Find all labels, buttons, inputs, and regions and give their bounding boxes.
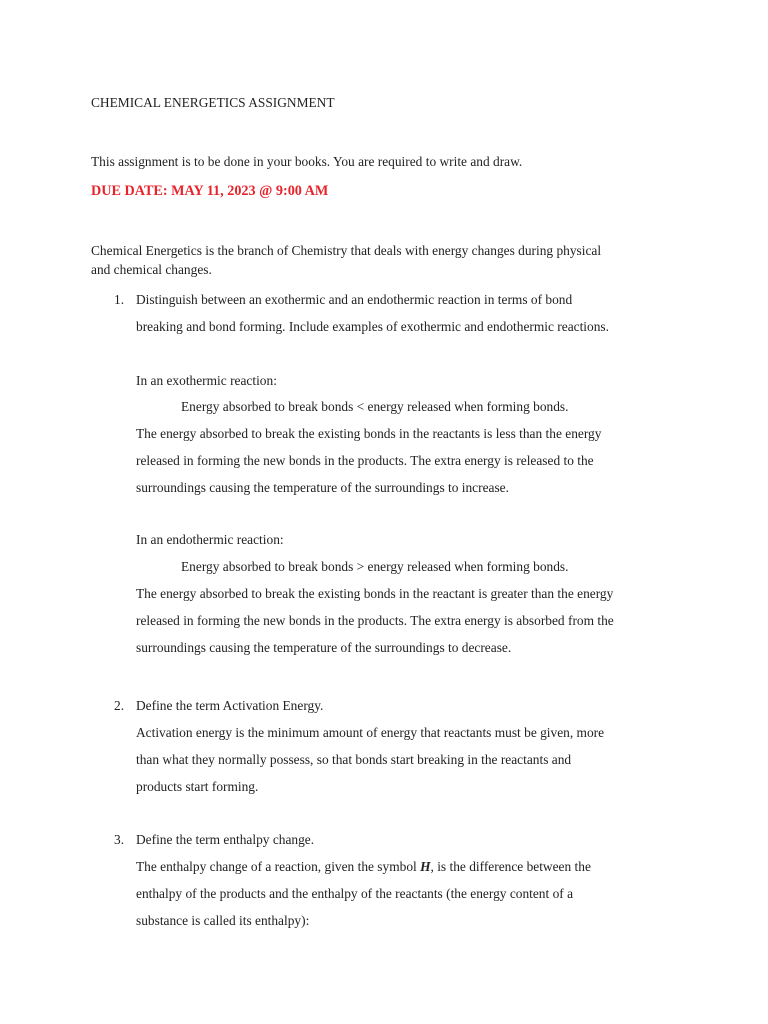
question-3-answer-line-3: substance is called its enthalpy): [136,913,310,928]
question-3-answer-line-1-end: , is the difference between the [430,859,591,874]
endothermic-explanation-line-3: surroundings causing the temperature of the surroundings to decrease. [136,640,512,655]
intro-line-1: Chemical Energetics is the branch of Chemistry that deals with energy changes during physical [91,243,602,258]
question-1-line-2: breaking and bond forming. Include examples of exothermic and endothermic reactions. [136,319,609,334]
due-date: DUE DATE: MAY 11, 2023 @ 9:00 AM [91,183,329,199]
question-3-number: 3. [114,832,125,847]
question-3-answer-line-1-start: The enthalpy change of a reaction, given the symbol [136,859,421,874]
question-2-text: Define the term Activation Energy. [136,698,324,713]
question-2-number: 2. [114,698,125,713]
exothermic-explanation-line-1: The energy absorbed to break the existing bonds in the reactants is less than the energy [136,426,602,441]
question-3-text: Define the term enthalpy change. [136,832,315,847]
endothermic-heading: In an endothermic reaction: [136,532,284,547]
question-3-answer-line-2: enthalpy of the products and the enthalpy of the reactants (the energy content of a [136,886,574,901]
instructions-text: This assignment is to be done in your books. You are required to write and draw. [91,154,523,169]
question-1-number: 1. [114,292,125,307]
question-2-answer-line-3: products start forming. [136,779,259,794]
document-title: CHEMICAL ENERGETICS ASSIGNMENT [91,95,335,110]
exothermic-rule: Energy absorbed to break bonds < energy released when forming bonds. [181,399,569,414]
question-2-answer-line-1: Activation energy is the minimum amount of energy that reactants must be given, more [136,725,605,740]
exothermic-heading: In an exothermic reaction: [136,373,277,388]
endothermic-explanation-line-1: The energy absorbed to break the existing bonds in the reactant is greater than the energy [136,586,614,601]
question-2-answer-line-2: than what they normally possess, so that bonds start breaking in the reactants and [136,752,572,767]
exothermic-explanation-line-3: surroundings causing the temperature of the surroundings to increase. [136,480,509,495]
endothermic-explanation-line-2: released in forming the new bonds in the products. The extra energy is absorbed from the [136,613,614,628]
exothermic-explanation-line-2: released in forming the new bonds in the products. The extra energy is released to the [136,453,594,468]
question-3-answer-line-1 [136,860,591,873]
endothermic-rule: Energy absorbed to break bonds > energy released when forming bonds. [181,559,569,574]
question-1-line-1: Distinguish between an exothermic and an endothermic reaction in terms of bond [136,292,573,307]
enthalpy-symbol: H [420,859,431,874]
intro-line-2: and chemical changes. [91,262,212,277]
